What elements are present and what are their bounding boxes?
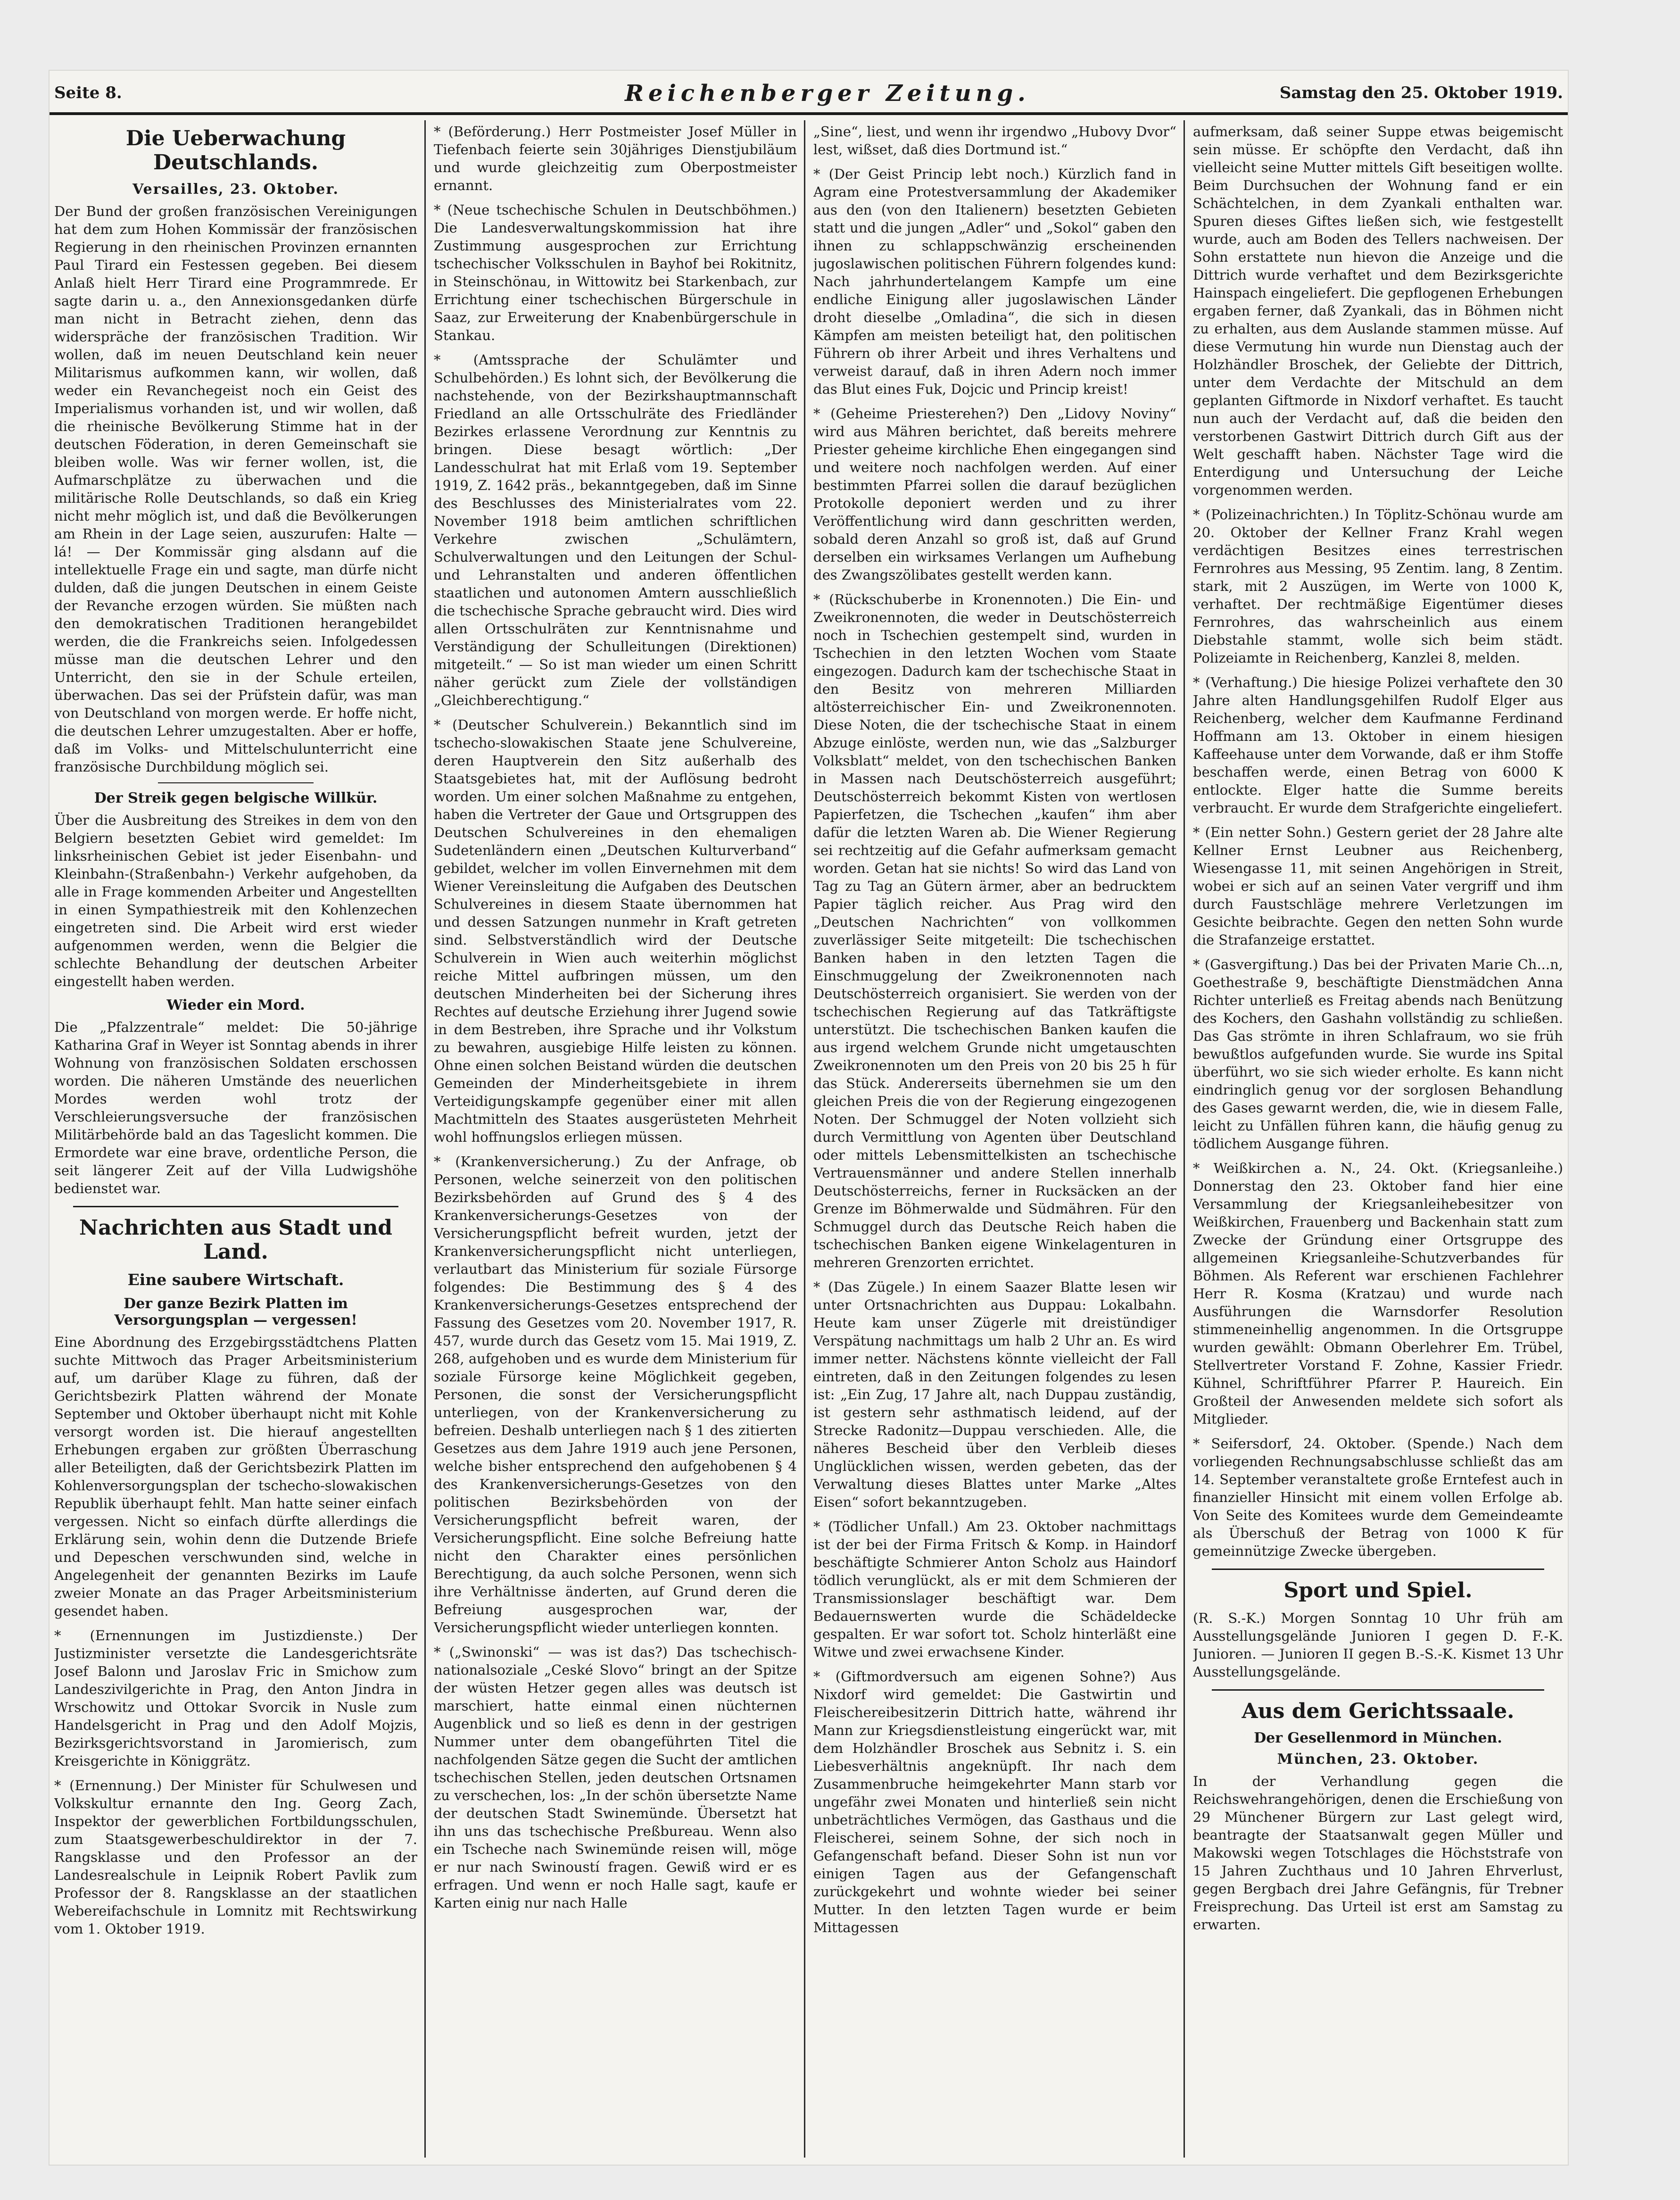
section-headline: Aus dem Gerichtssaale.: [1241, 1699, 1514, 1723]
article-paragraph: * (Deutscher Schulverein.) Bekanntlich sind im tschecho-slowakischen Staate jene Schulvereine, deren Hauptverein den Sitz außerhalb des Staatsgebietes hat, mit der Auflösung bedroht worden. Um einer solchen Maßnahme zu entgehen, haben die Vertreter der Gaue und Ortsgruppen des Deutschen Schulvereines in den ehemaligen Sudetenländern einen „Deutschen Kulturverband“ gebildet, welcher im vollen Einvernehmen mit dem Wiener Vereinsleitung die Aufgaben des Deutschen Schulvereines in diesem Staate übernommen hat und dessen Satzungen nunmehr in Kraft getreten sind. Selbstverständlich wird der Deutsche Schulverein in Wien auch weiterhin möglichst reiche Mittel aufbringen müssen, um den deutschen Minderheiten bei der Sicherung ihres Rechtes auf deutsche Erziehung ihrer Jugend sowie in dem Bestreben, ihre Sprache und ihr Volkstum zu bewahren, ausgiebige Hilfe leisten zu können. Ohne einen solchen Beistand würden die deutschen Gemeinden der Minderheitsgebiete in ihrem Verteidigungskampfe gegenüber einer mit allen Machtmitteln des Staates ausgerüsteten Mehrheit wohl hoffnungslos erliegen müssen.: [434, 717, 797, 1145]
column-divider: [804, 120, 805, 2158]
article-paragraph: * Weißkirchen a. N., 24. Okt. (Kriegsanleihe.) Donnerstag den 23. Oktober fand hier eine Versammlung der Kriegsanleihebesitzer von Weißkirchen, Frauenberg und Backenhain statt zum Zwecke der Gründung einer Ortsgruppe des allgemeinen Kriegsanleihe-Schutzverbandes für Böhmen. Als Referent war erschienen Fachlehrer Herr R. Kosma (Kratzau) und wurde nach Ausführungen die Warnsdorfer Resolution stimmeneinhellig angenommen. In die Ortsgruppe wurden gewählt: Obmann Oberlehrer Em. Trübel, Stellvertreter Vorstand F. Zohne, Kassier Friedr. Kühnel, Schriftführer Pfarrer P. Haureich. Ein Großteil der Anwesenden meldete sich sofort als Mitglieder.: [1193, 1160, 1563, 1427]
page-fade: [813, 2127, 1176, 2155]
article-headline: Der Gesellenmord in München.: [1254, 1730, 1502, 1746]
article-paragraph: * (Amtssprache der Schulämter und Schulbehörden.) Es lohnt sich, der Bevölkerung die nachstehende, von der Bezirkshauptmannschaft Friedland an alle Ortsschulräte des Friedländer Bezirkes erlassene Verordnung zur Kenntnis zu bringen. Diese besagt wörtlich: „Der Landesschulrat hat mit Erlaß vom 19. September 1919, Z. 1642 präs., bekanntgegeben, daß im Sinne des Beschlusses des Ministerialrates vom 22. November 1918 beim amtlichen schriftlichen Verkehre zwischen „Schulämtern, Schulverwaltungen und den Leitungen der Schul- und Lehranstalten und anderen öffentlichen staatlichen und autonomen Amtern ausschließlich die tschechische Sprache gebraucht wird. Dies wird allen Ortsschulräten zur Kenntnisnahme und Verständigung der Schulleitungen (Direktionen) mitgeteilt.“ — So ist man wieder um einen Schritt näher gerückt zum Ziele der vollständigen „Gleichberechtigung.“: [434, 352, 797, 708]
article-paragraph: * (Neue tschechische Schulen in Deutschböhmen.) Die Landesverwaltungskommission hat ihre Zustimmung ausgesprochen zur Errichtung tschechischer Volksschulen in Bayhof bei Rokitnitz, in Steinschönau, in Wittowitz bei Starkenbach, zur Errichtung einer tschechischen Bürgerschule in Saaz, zur Erweiterung der Knabenbürgerschule in Stankau.: [434, 202, 797, 343]
article-headline: Die Ueberwachung Deutschlands.: [125, 126, 346, 174]
column-4: [1193, 123, 1563, 2155]
article-paragraph: „Sine“, liest, und wenn ihr irgendwo „Hubovy Dvor“ lest, wißset, daß dies Dortmund ist.“: [813, 124, 1176, 158]
dateline: München, 23. Oktober.: [1277, 1751, 1479, 1768]
article-paragraph: * Seifersdorf, 24. Oktober. (Spende.) Nach dem vorliegenden Rechnungsabschlusse schließt das am 14. September veranstaltete große Erntefest auch in finanzieller Hinsicht mit einem vollen Erfolge ab. Von Seite des Komitees wurde dem Gemeindeamte als Überschuß der Betrag von 1000 K für gemeinnützige Zwecke übergeben.: [1193, 1436, 1563, 1559]
column-2: [434, 123, 797, 2155]
article-paragraph: * (Beförderung.) Herr Postmeister Josef Müller in Tiefenbach feierte sein 30jähriges Dienstjubiläum und wurde gleichzeitig zum Oberpostmeister ernannt.: [434, 124, 797, 193]
article-headline: Der Streik gegen belgische Willkür.: [94, 790, 378, 806]
section-headline: Nachrichten aus Stadt und Land.: [79, 1216, 393, 1264]
article-headline: Eine saubere Wirtschaft.: [127, 1270, 344, 1289]
article-paragraph: * (Geheime Priesterehen?) Den „Lidovy Noviny“ wird aus Mähren berichtet, daß bereits mehrere Priester geheime kirchliche Ehen eingegangen sind und weitere noch nachfolgen werden. Auf einer bestimmten Pfarrei sollen die darauf bezüglichen Protokolle deponiert werden und zu ihrer Veröffentlichung wird dann geschritten werden, sobald deren Anzahl so groß ist, daß auf Grund derselben ein wirksames Verlangen um Aufhebung des Zwangszölibates gestellt werden kann.: [813, 406, 1176, 583]
article-subheadline: Der ganze Bezirk Platten im Versorgungsplan — vergessen!: [114, 1295, 357, 1328]
article-paragraph: * (Polizeinachrichten.) In Töplitz-Schönau wurde am 20. Oktober der Kellner Franz Krahl wegen verdächtigen Besitzes eines terrestrischen Fernrohres aus Messing, 95 Zentim. lang, 8 Zentim. stark, mit 2 Auszügen, im Werte von 1000 K, verhaftet. Der rechtmäßige Eigentümer dieses Fernrohres, das wahrscheinlich aus einem Diebstahle stammt, wolle sich beim städt. Polizeiamte in Reichenberg, Kanzlei 8, melden.: [1193, 506, 1563, 666]
article-paragraph: * (Krankenversicherung.) Zu der Anfrage, ob Personen, welche seinerzeit von den politischen Bezirksbehörden auf Grund des § 4 des Krankenversicherungs-Gesetzes von der Versicherungspflicht befreit wurden, jetzt der Krankenversicherungspflicht nicht unterliegen, verlautbart das Ministerium für soziale Fürsorge folgendes: Die Bestimmung des § 4 des Krankenversicherungs-Gesetzes entsprechend der Fassung des Gesetzes vom 20. November 1917, R. 457, wurde durch das Gesetz vom 15. Mai 1919, Z. 268, aufgehoben und es wurde dem Ministerium für soziale Fürsorge keine Möglichkeit gegeben, Personen, die sonst der Versicherungspflicht unterliegen, von der Krankenversicherung zu befreien. Deshalb unterliegen nach § 1 des zitierten Gesetzes aus dem Jahre 1919 auch jene Personen, welche bisher entsprechend den aufgehobenen § 4 des Krankenversicherungs-Gesetzes von den politischen Bezirksbehörden von der Versicherungspflicht befreit waren, der Versicherungspflicht. Eine solche Befreiung hatte nicht den Charakter eines persönlichen Berechtigung, da auch solche Personen, wenn sich ihre Verhältnisse änderten, auf Grund deren die Befreiung ausgesprochen war, der Versicherungspflicht wieder unterliegen konnten.: [434, 1154, 797, 1635]
article-paragraph: * („Swinonski“ — was ist das?) Das tschechisch-nationalsoziale „Ceské Slovo“ bringt an der Spitze der wüsten Hetzer gegen alles was deutsch ist marschiert, hatte einmal einen nüchternen Augenblick und so ließ es denn in der gestrigen Nummer unter dem obangeführten Titel die nachfolgenden Sätze gegen die Sucht der amtlichen tschechischen Stellen, jeden deutschen Ortsnamen zu verschechen, los: „In der schön übersetzte Name der deutschen Stadt Swinemünde. Übersetzt hat ihn uns das tschechische Preßbureau. Wenn also ein Tscheche nach Swinemünde reisen will, möge er nur nach Swinoustí fragen. Gewiß wird er es erfragen. Und wenn er noch Halle sagt, kaufe er Karten einig nur nach Halle: [434, 1644, 797, 1911]
page-fade: [1193, 2127, 1563, 2155]
article-paragraph: * (Ernennung.) Der Minister für Schulwesen und Volkskultur ernannte den Ing. Georg Zach, Inspektor der gewerblichen Fortbildungsschulen, zum Staatsgewerbeschuldirektor in der 7. Rangsklasse und den Professor an der Landesrealschule in Leipnik Robert Pavlik zum Professor der 8. Rangsklasse an der staatlichen Webereifachschule in Lomnitz mit Rechtswirkung vom 1. Oktober 1919.: [54, 1777, 417, 1937]
article-paragraph: * (Giftmordversuch am eigenen Sohne?) Aus Nixdorf wird gemeldet: Die Gastwirtin und Fleischereibesitzerin Dittrich hatte, während ihr Mann zur Kriegsdienstleistung eingerückt war, mit dem Holzhändler Broschek aus Sebnitz i. S. ein Liebesverhältnis angeknüpft. Ihr nach dem Zusammenbruche heimgekehrter Mann starb vor ungefähr zwei Monaten und hinterließ sein nicht unbeträchtliches Vermögen, das Gasthaus und die Fleischerei, seinem Sohne, der sich noch in Gefangenschaft befand. Dieser Sohn ist nun vor einigen Tagen aus der Gefangenschaft zurückgekehrt und wohnte wieder bei seiner Mutter. In den letzten Tagen wurde er beim Mittagessen: [813, 1669, 1176, 1935]
column-divider: [1183, 120, 1185, 2158]
article-paragraph: Über die Ausbreitung des Streikes in dem von den Belgiern besetzten Gebiet wird gemeldet: Im linksrheinischen Gebiet ist jeder Eisenbahn- und Kleinbahn-(Straßenbahn-) Verkehr aufgehoben, da alle in Frage kommenden Arbeiter und Angestellten in einen Sympathiestreik mit den Kohlenzechen eingetreten sind. Die Arbeit wird erst wieder aufgenommen werden, wenn die Belgier die schlechte Behandlung der deutschen Arbeiter eingestellt haben werden.: [54, 812, 417, 989]
article-paragraph: * (Verhaftung.) Die hiesige Polizei verhaftete den 30 Jahre alten Handlungsgehilfen Rudolf Elger aus Reichenberg, welcher dem Kaufmanne Ferdinand Hoffmann am 13. Oktober in einem hiesigen Kaffeehause unter dem Vorwande, daß er ihm Stoffe beschaffen werde, einen Betrag von 6000 K entlockte. Elger hatte die Summe bereits verbraucht. Er wurde dem Strafgerichte eingeliefert.: [1193, 674, 1563, 816]
article-paragraph: Eine Abordnung des Erzgebirgsstädtchens Platten suchte Mittwoch das Prager Arbeitsministerium auf, um darüber Klage zu führen, daß der Gerichtsbezirk Platten während der Monate September und Oktober überhaupt nicht mit Kohle versorgt worden ist. Die hierauf angestellten Erhebungen ergaben zur größten Überraschung aller Beteiligten, daß der Gerichtsbezirk Platten im Kohlenversorgungsplan der tschecho-slowakischen Republik überhaupt fehlt. Man hatte seiner einfach vergessen. Nicht so einfach dürfte allerdings die Erklärung sein, wohin denn die Dutzende Briefe und Depeschen verschwunden sind, welche in Angelegenheit der genannten Bezirks im Laufe zweier Monate an das Prager Arbeitsministerium gesendet haben.: [54, 1334, 417, 1619]
column-3: [813, 123, 1176, 2155]
article-paragraph: Der Bund der großen französischen Vereinigungen hat dem zum Hohen Kommissär der französischen Regierung in den rheinischen Provinzen ernannten Paul Tirard ein Festessen gegeben. Bei diesem Anlaß hielt Herr Tirard eine Programmrede. Er sagte darin u. a., den Annexionsgedanken dürfe man nicht in Betracht ziehen, denn das widerspräche der französischen Tradition. Wir wollen, daß im neuen Deutschland kein neuer Militarismus aufkommen kann, wir wollen, daß weder ein Revanchegeist noch ein Geist des Imperialismus vorhanden ist, und wir wollen, daß die rheinische Bevölkerung Stimme hat in der deutschen Föderation, in deren Gemeinschaft sie bleiben wolle. Was wir ferner wollen, ist, die Aufmarschplätze zu überwachen und die militärische Rolle Deutschlands, so daß ein Krieg nicht mehr möglich ist, und daß die Bevölkerungen am Rhein in der Lage seien, auszurufen: Halte — lá! — Der Kommissär ging alsdann auf die intellektuelle Frage ein und sagte, man dürfe nicht dulden, daß die jungen Deutschen in einem Geiste der Revanche erzogen würden. Sie müßten nach den demokratischen Traditionen herangebildet werden, die die Frankreichs seien. Infolgedessen müsse man die deutschen Lehrer und den Unterricht, den sie in der Schule erteilen, überwachen. Das sei der Prüfstein dafür, was man von Deutschland von morgen werde. Er hoffe nicht, die deutschen Lehrer umzugestalten. Aber er hoffe, daß im Volks- und Mittelschulunterricht eine französische Durchbildung möglich sei.: [54, 203, 417, 775]
article-paragraph: (R. S.-K.) Morgen Sonntag 10 Uhr früh am Ausstellungsgelände Junioren I gegen D. F.-K. Junioren. — Junioren II gegen B.-S.-K. Kismet 13 Uhr Ausstellungsgelände.: [1193, 1610, 1563, 1680]
page-number: Seite 8.: [54, 83, 122, 102]
article-paragraph: * (Ernennungen im Justizdienste.) Der Justizminister versetzte die Landesgerichtsräte Josef Balonn und Jaroslav Fric in Smichow zum Landeszivilgerichte in Prag, den Anton Jindra in Wrschowitz und Ottokar Svorcik in Nusle zum Handelsgericht in Prag und den Adolf Mojzis, Bezirksgerichtsvorstand in Jaromierisch, zum Kreisgerichte in Königgrätz.: [54, 1627, 417, 1769]
article-paragraph: * (Ein netter Sohn.) Gestern geriet der 28 Jahre alte Kellner Ernst Leubner aus Reichenberg, Wiesengasse 11, mit seinen Angehörigen in Streit, wobei er sich auf an seinen Vater vergriff und ihm durch Faustschläge mehrere Verletzungen im Gesichte beibrachte. Gegen den netten Sohn wurde die Strafanzeige erstattet.: [1193, 824, 1563, 948]
divider: [1212, 1569, 1544, 1570]
section-headline: Sport und Spiel.: [1283, 1578, 1473, 1602]
article-paragraph: * (Das Zügele.) In einem Saazer Blatte lesen wir unter Ortsnachrichten aus Duppau: Lokalbahn. Heute kam unser Zügerle mit dreistündiger Verspätung nachmittags um halb 2 Uhr an. Es wird immer netter. Nächstens könnte vielleicht der Fall eintreten, daß in den Zeitungen folgendes zu lesen ist: „Ein Zug, 17 Jahre alt, nach Duppau zuständig, ist gestern sehr asthmatisch leidend, auf der Strecke Radonitz—Duppau verschieden. Alle, die näheres Bescheid über den Verbleib dieses Unglücklichen wissen, werden gebeten, das der Verwaltung dieses Blattes unter Marke „Altes Eisen“ sofort bekanntzugeben.: [813, 1279, 1176, 1510]
header-rule: [50, 112, 1568, 115]
article-paragraph: Die „Pfalzzentrale“ meldet: Die 50-jährige Katharina Graf in Weyer ist Sonntag abends in ihrer Wohnung von französischen Soldaten erschossen worden. Die näheren Umstände des neuerlichen Mordes werden wohl trotz der Verschleierungsversuche der französischen Militärbehörde bald an das Tageslicht kommen. Die Ermordete war eine brave, ordentliche Person, die seit längerer Zeit auf der Villa Ludwigshöhe bedienstet war.: [54, 1019, 417, 1196]
article-paragraph: * (Tödlicher Unfall.) Am 23. Oktober nachmittags ist der bei der Firma Fritsch & Komp. in Haindorf beschäftigte Schmierer Anton Scholz aus Haindorf tödlich verunglückt, als er mit dem Schmieren der Transmissionslager beschäftigt war. Dem Bedauernswerten wurde die Schädeldecke gespalten. Er war sofort tot. Scholz hinterläßt eine Witwe und zwei erwachsene Kinder.: [813, 1519, 1176, 1660]
newspaper-title: Reichenberger Zeitung.: [625, 80, 1030, 107]
divider: [158, 782, 314, 783]
article-paragraph: * (Der Geist Princip lebt noch.) Kürzlich fand in Agram eine Protestversammlung der Akademiker aus den (von den Italienern) besetzten Gebieten statt und die jungen „Adler“ und „Sokol“ gaben den ihnen zu schlappschwänzig erscheinenden jugoslawischen politischen Führern folgendes kund: Nach jahrhundertelangem Kampfe um eine endliche Einigung aller jugoslawischen Länder droht dieselbe „Omladina“, die sich in diesen Kämpfen am meisten beteiligt hat, den politischen Führern ob ihrer Arbeit und ihres Verhaltens und verweist darauf, daß in ihren Adern noch immer das Blut eines Fuk, Dojcic und Princip kreist!: [813, 166, 1176, 397]
page-fade: [434, 2127, 797, 2155]
divider: [73, 1206, 398, 1207]
column-1: [54, 123, 417, 2155]
divider: [1212, 1689, 1544, 1691]
article-paragraph: * (Gasvergiftung.) Das bei der Privaten Marie Ch...n, Goethestraße 9, beschäftigte Dienstmädchen Anna Richter unterließ es Freitag abends nach Benützung des Kochers, den Gashahn vollständig zu schließen. Das Gas strömte in ihren Schlafraum, wo sie früh bewußtlos aufgefunden wurde. Sie wurde ins Spital überführt, wo sie sich wieder erholte. Es kann nicht eindringlich genug vor der sorglosen Behandlung des Gases gewarnt werden, die, wie in diesem Falle, leicht zu Unfällen führen kann, die häufig genug zu tödlichem Ausgange führen.: [1193, 956, 1563, 1152]
article-paragraph: aufmerksam, daß seiner Suppe etwas beigemischt sein müsse. Er schöpfte den Verdacht, daß ihn vielleicht seine Mutter mittels Gift beseitigen wollte. Beim Durchsuchen der Wohnung fand er ein Schächtelchen, in dem Zyankali enthalten war. Spuren dieses Giftes ließen sich, wie festgestellt wurde, auch am Boden des Tellers nachweisen. Der Sohn erstattete nun hievon die Anzeige und die Dittrich wurde verhaftet und dem Bezirksgerichte Hainspach eingeliefert. Die gepflogenen Erhebungen ergaben ferner, daß Zyankali, das in Böhmen nicht zu erhalten, aus dem Auslande stammen müsse. Auf diese Vermutung hin wurde nun Dienstag auch der Holzhändler Broschek, der Geliebte der Dittrich, unter dem Verdachte der Mitschuld an dem geplanten Giftmorde in Nixdorf verhaftet. Es taucht nun auch der Verdacht auf, daß die beiden den verstorbenen Gastwirt Dittrich durch Gift aus der Welt geschafft haben. Nächster Tage wird die Enterdigung und Untersuchung der Leiche vorgenommen werden.: [1193, 124, 1563, 498]
article-headline: Wieder ein Mord.: [166, 997, 305, 1013]
newspaper-page: [50, 71, 1568, 2165]
article-paragraph: In der Verhandlung gegen die Reichswehrangehörigen, denen die Erschießung von 29 Münchener Bürgern zur Last gelegt wird, beantragte der Staatsanwalt gegen Müller und Makowski wegen Totschlages die Höchststrafe von 15 Jahren Zuchthaus und 10 Jahren Ehrverlust, gegen Bergbach drei Jahre Gefängnis, für Trebner Freisprechung. Das Urteil ist erst am Samstag zu erwarten.: [1193, 1773, 1563, 1933]
article-paragraph: * (Rückschuberbe in Kronennoten.) Die Ein- und Zweikronennoten, die weder in Deutschösterreich noch in Tschechien gestempelt sind, wurden in Tschechien in den letzten Wochen vom Staate eingezogen. Dadurch kam der tschechische Staat in den Besitz von mehreren Milliarden altösterreichischer Ein- und Zweikronennoten. Diese Noten, die der tschechische Staat in einem Abzuge einlöste, werden nun, wie das „Salzburger Volksblatt“ meldet, von den tschechischen Banken in Massen nach Deutschösterreich ausgeführt; Deutschösterreich bekommt Kisten von wertlosen Papierfetzen, die Tschechen „kaufen“ ihm aber dafür die letzten Waren ab. Die Wiener Regierung sei rechtzeitig auf die Gefahr aufmerksam gemacht worden. Getan hat sie nichts! So wird das Land von Tag zu Tag an Gütern ärmer, aber an bedrucktem Papier täglich reicher. Aus Prag wird den „Deutschen Nachrichten“ von vollkommen zuverlässiger Seite mitgeteilt: Die tschechischen Banken haben in den letzten Tagen die Einschmuggelung der Zweikronennoten nach Deutschösterreich organisiert. Sie werden von der tschechischen Regierung auf das Tatkräftigste unterstützt. Die tschechischen Banken kaufen die aus irgend welchem Grunde nicht umgetauschten Zweikronennoten um den Preis von 20 bis 25 h für das Stück. Andererseits übernehmen sie um den gleichen Preis die von der Regierung eingezogenen Noten. Der Schmuggel der Noten vollzieht sich durch Vermittlung von Agenten über Deutschland oder mittels Lebensmittelkisten an tschechische Vertrauensmänner und andere Stellen innerhalb Deutschösterreichs, ferner in Rucksäcken an der Grenze im Böhmerwalde und Südmähren. Für den Schmuggel durch das Deutsche Reich haben die tschechischen Banken eigene Winkelagenturen in mehreren Grenzorten errichtet.: [813, 591, 1176, 1270]
page-fade: [54, 2127, 417, 2155]
page-header: [50, 78, 1568, 111]
issue-date: Samstag den 25. Oktober 1919.: [1279, 83, 1563, 102]
column-divider: [424, 120, 426, 2158]
dateline: Versailles, 23. Oktober.: [132, 181, 339, 198]
